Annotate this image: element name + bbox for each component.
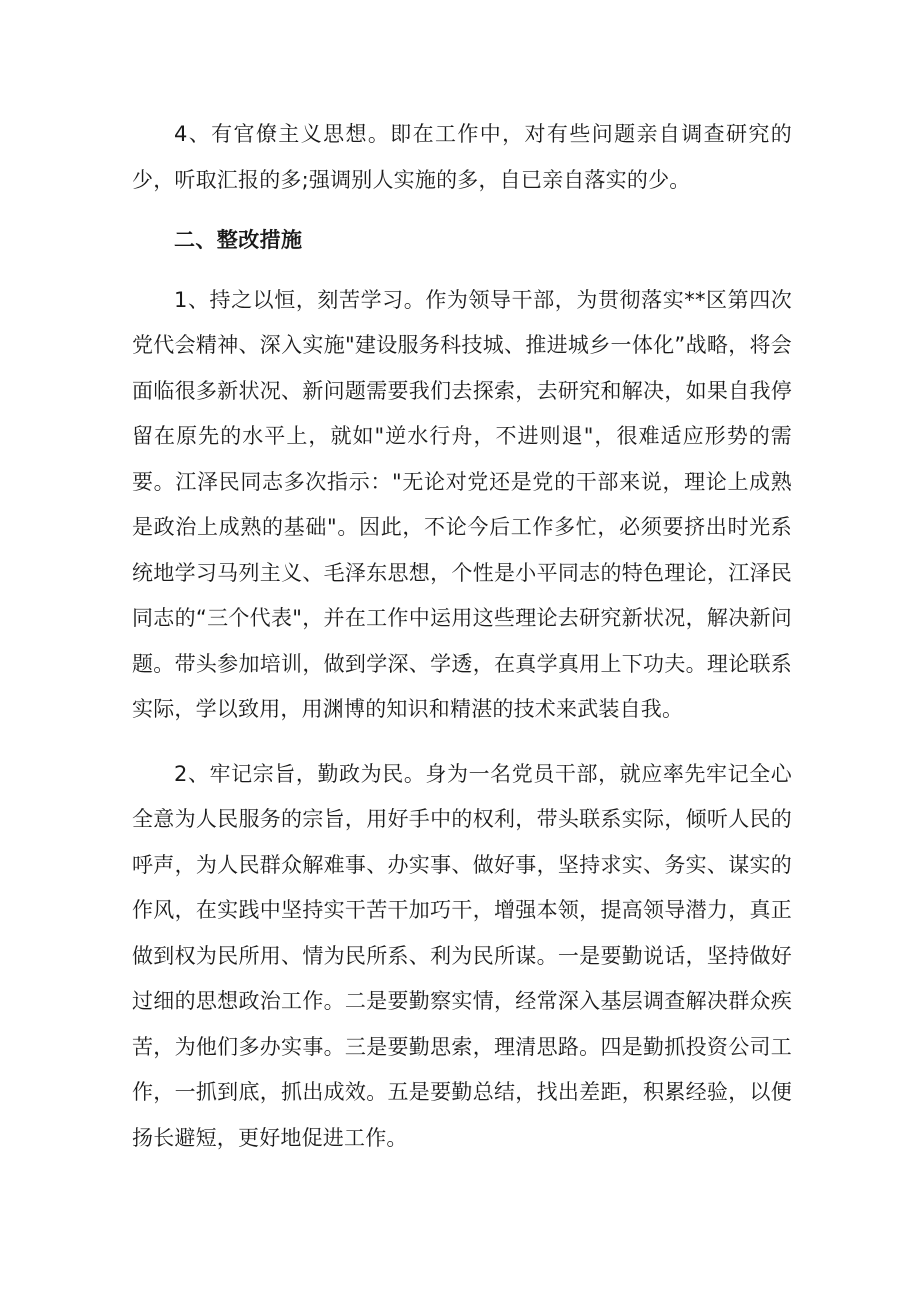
paragraph-measure-2: 2、牢记宗旨，勤政为民。身为一名党员干部，就应率先牢记全心全意为人民服务的宗旨，用好手中的权利，带头联系实际，倾听人民的呼声，为人民群众解难事、办实事、做好事，坚持求实、务实、谋实的作风，在实践中坚持实干苦干加巧干，增强本领，提高领导潜力，真正做到权为民所用、情为民所系、利为民所谋。一是要勤说话，坚持做好过细的思想政治工作。二是要勤察实情，经常深入基层调查解决群众疾苦，为他们多办实事。三是要勤思索，理清思路。四是勤抓投资公司工作，一抓到底，抓出成效。五是要勤总结，找出差距，积累经验，以便扬长避短，更好地促进工作。 [132, 761, 792, 1150]
paragraph-spacer [132, 264, 792, 278]
paragraph-spacer [132, 733, 792, 752]
paragraph-spacer [132, 203, 792, 218]
document-body [132, 112, 792, 1161]
section-heading-rectification-measures: 二、整改措施 [174, 228, 303, 252]
paragraph-measure-1: 1、持之以恒，刻苦学习。作为领导干部，为贯彻落实**区第四次党代会精神、深入实施"建设服务科技城、推进城乡一体化”战略，将会面临很多新状况、新问题需要我们去探索，去研究和解决，如果自我停留在原先的水平上，就如"逆水行舟，不进则退"，很难适应形势的需要。江泽民同志多次指示："无论对党还是党的干部来说，理论上成熟是政治上成熟的基础"。因此，不论今后工作多忙，必须要挤出时光系统地学习马列主义、毛泽东思想，个性是小平同志的特色理论，江泽民同志的“三个代表"，并在工作中运用这些理论去研究新状况，解决新问题。带头参加培训，做到学深、学透，在真学真用上下功夫。理论联系实际，学以致用，用渊博的知识和精湛的技术来武装自我。 [132, 287, 792, 721]
paragraph-problem-4: 4、有官僚主义思想。即在工作中，对有些问题亲自调查研究的少，听取汇报的多;强调别人实施的多，自已亲自落实的少。 [132, 122, 792, 192]
